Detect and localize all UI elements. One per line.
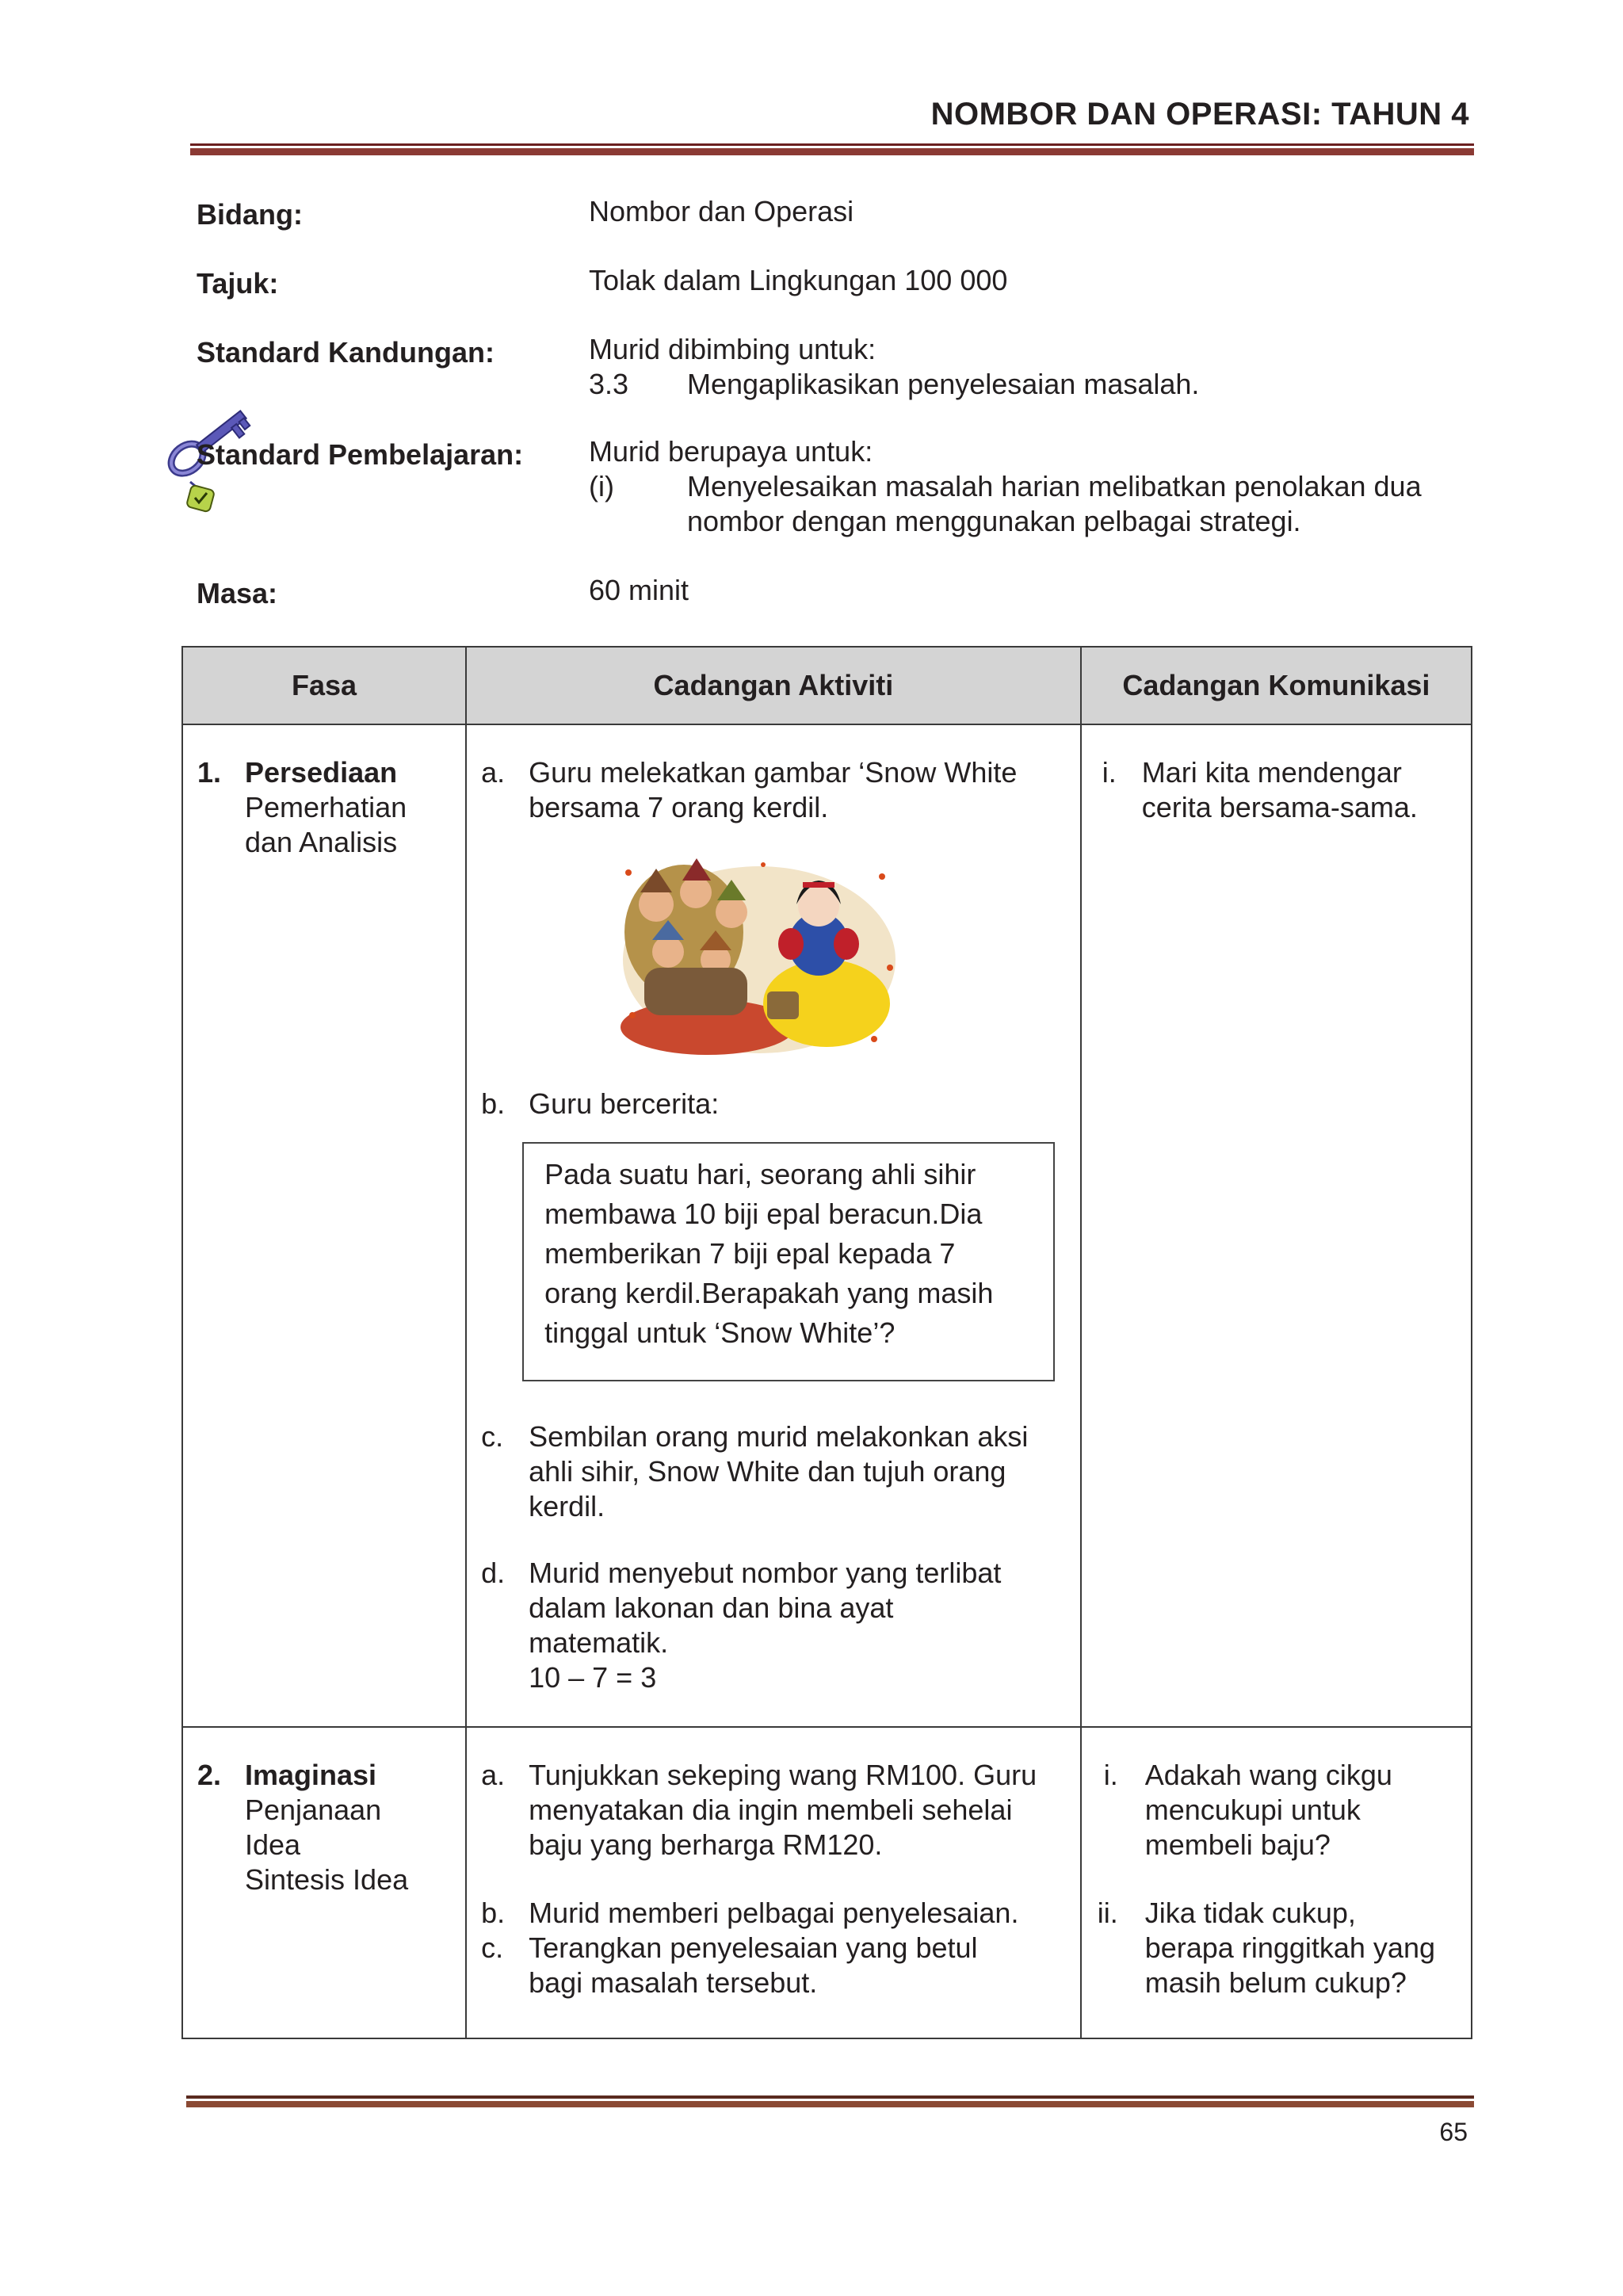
fasa-sub: dan Analisis xyxy=(245,826,398,858)
communication-text: Adakah wang cikgu xyxy=(1144,1759,1392,1791)
header-rule-thin xyxy=(190,143,1474,146)
item-mark: ii. xyxy=(1097,1897,1118,1929)
fasa-sub: Sintesis Idea xyxy=(245,1863,409,1896)
story-line: memberikan 7 biji epal kepada 7 xyxy=(544,1237,956,1270)
activity-text: Guru melekatkan gambar ‘Snow White xyxy=(529,756,1018,789)
communication-text: mencukupi untuk xyxy=(1144,1794,1361,1826)
standard-pembelajaran-label: Standard Pembelajaran: xyxy=(197,438,524,471)
header-cadangan-aktiviti: Cadangan Aktiviti xyxy=(466,647,1081,724)
tajuk-label: Tajuk: xyxy=(197,267,279,300)
header-fasa: Fasa xyxy=(182,647,466,724)
lesson-table xyxy=(181,646,1472,2039)
math-sentence: 10 – 7 = 3 xyxy=(529,1661,657,1694)
communication-text: cerita bersama-sama. xyxy=(1141,791,1418,823)
story-line: Pada suatu hari, seorang ahli sihir xyxy=(544,1158,976,1190)
sk-intro: Murid dibimbing untuk: xyxy=(589,333,876,365)
komunikasi-cell-2 xyxy=(1081,1727,1472,2038)
sp-text-line1: Menyelesaikan masalah harian melibatkan penolakan dua xyxy=(687,470,1422,502)
fasa-sub: Penjanaan xyxy=(245,1794,382,1826)
fasa-number: 1. xyxy=(197,756,222,789)
item-mark: b. xyxy=(481,1897,506,1929)
sp-text xyxy=(687,469,1480,539)
standard-pembelajaran-value xyxy=(589,434,1480,539)
aktiviti-cell-1 xyxy=(466,724,1081,1727)
bidang-label: Bidang: xyxy=(197,198,303,231)
activity-text: Murid memberi pelbagai penyelesaian. xyxy=(529,1897,1019,1929)
fasa-number: 2. xyxy=(197,1759,222,1791)
sp-text-line2: nombor dengan menggunakan pelbagai strategi. xyxy=(687,505,1301,537)
story-box xyxy=(522,1142,1055,1381)
item-mark: i. xyxy=(1103,1759,1118,1791)
item-mark: b. xyxy=(481,1087,506,1120)
aktiviti-cell-2 xyxy=(466,1727,1081,2038)
bidang-value: Nombor dan Operasi xyxy=(589,195,854,227)
masa-value: 60 minit xyxy=(589,574,689,606)
activity-text: bagi masalah tersebut. xyxy=(529,1966,818,1999)
sk-number: 3.3 xyxy=(589,368,629,400)
table-row xyxy=(182,724,1472,1727)
activity-text: Terangkan penyelesaian yang betul xyxy=(529,1931,978,1964)
komunikasi-cell-1 xyxy=(1081,724,1472,1727)
item-mark: a. xyxy=(481,756,506,789)
sp-intro: Murid berupaya untuk: xyxy=(589,435,873,468)
item-mark: a. xyxy=(481,1759,506,1791)
activity-text: ahli sihir, Snow White dan tujuh orang xyxy=(529,1455,1006,1488)
fasa-cell-2 xyxy=(182,1727,466,2038)
fasa-sub: Idea xyxy=(245,1828,301,1861)
fasa-title: Imaginasi xyxy=(245,1759,377,1791)
standard-kandungan-label: Standard Kandungan: xyxy=(197,336,495,369)
communication-text: membeli baju? xyxy=(1144,1828,1331,1861)
item-mark: c. xyxy=(481,1931,504,1964)
story-line: orang kerdil.Berapakah yang masih xyxy=(544,1277,994,1309)
item-mark: c. xyxy=(481,1420,504,1453)
communication-text: Jika tidak cukup, xyxy=(1144,1897,1356,1929)
activity-text: Guru bercerita: xyxy=(529,1087,720,1120)
story-line: tinggal untuk ‘Snow White’? xyxy=(544,1316,896,1349)
table-header-row xyxy=(182,647,1472,724)
activity-text: menyatakan dia ingin membeli sehelai xyxy=(529,1794,1013,1826)
fasa-sub: Pemerhatian xyxy=(245,791,407,823)
activity-text: Tunjukkan sekeping wang RM100. Guru xyxy=(529,1759,1037,1791)
communication-text: masih belum cukup? xyxy=(1144,1966,1407,1999)
item-mark: d. xyxy=(481,1557,506,1589)
tajuk-value: Tolak dalam Lingkungan 100 000 xyxy=(589,264,1008,296)
sp-number: (i) xyxy=(589,470,614,502)
sk-text: Mengaplikasikan penyelesaian masalah. xyxy=(687,368,1200,400)
header-cadangan-komunikasi: Cadangan Komunikasi xyxy=(1081,647,1472,724)
activity-text: kerdil. xyxy=(529,1490,605,1522)
activity-text: Sembilan orang murid melakonkan aksi xyxy=(529,1420,1029,1453)
activity-text: bersama 7 orang kerdil. xyxy=(529,791,829,823)
table-row xyxy=(182,1727,1472,2038)
fasa-title: Persediaan xyxy=(245,756,398,789)
activity-text: dalam lakonan dan bina ayat xyxy=(529,1591,894,1624)
story-line: membawa 10 biji epal beracun.Dia xyxy=(544,1198,983,1230)
communication-text: Mari kita mendengar xyxy=(1141,756,1402,789)
masa-label: Masa: xyxy=(197,577,278,609)
item-mark: i. xyxy=(1102,756,1117,789)
communication-text: berapa ringgitkah yang xyxy=(1144,1931,1435,1964)
footer-rule-thin xyxy=(186,2095,1474,2099)
activity-text: Murid menyebut nombor yang terlibat xyxy=(529,1557,1002,1589)
standard-kandungan-value xyxy=(589,332,1480,402)
footer-rule-thick xyxy=(186,2101,1474,2107)
fasa-cell-1 xyxy=(182,724,466,1727)
page-number: 65 xyxy=(1439,2118,1468,2146)
activity-text: matematik. xyxy=(529,1626,669,1659)
snow-white-dwarfs-image xyxy=(621,857,898,1055)
activity-text: baju yang berharga RM120. xyxy=(529,1828,883,1861)
header-rule-thick xyxy=(190,148,1474,155)
page-header-title: NOMBOR DAN OPERASI: TAHUN 4 xyxy=(930,97,1469,132)
